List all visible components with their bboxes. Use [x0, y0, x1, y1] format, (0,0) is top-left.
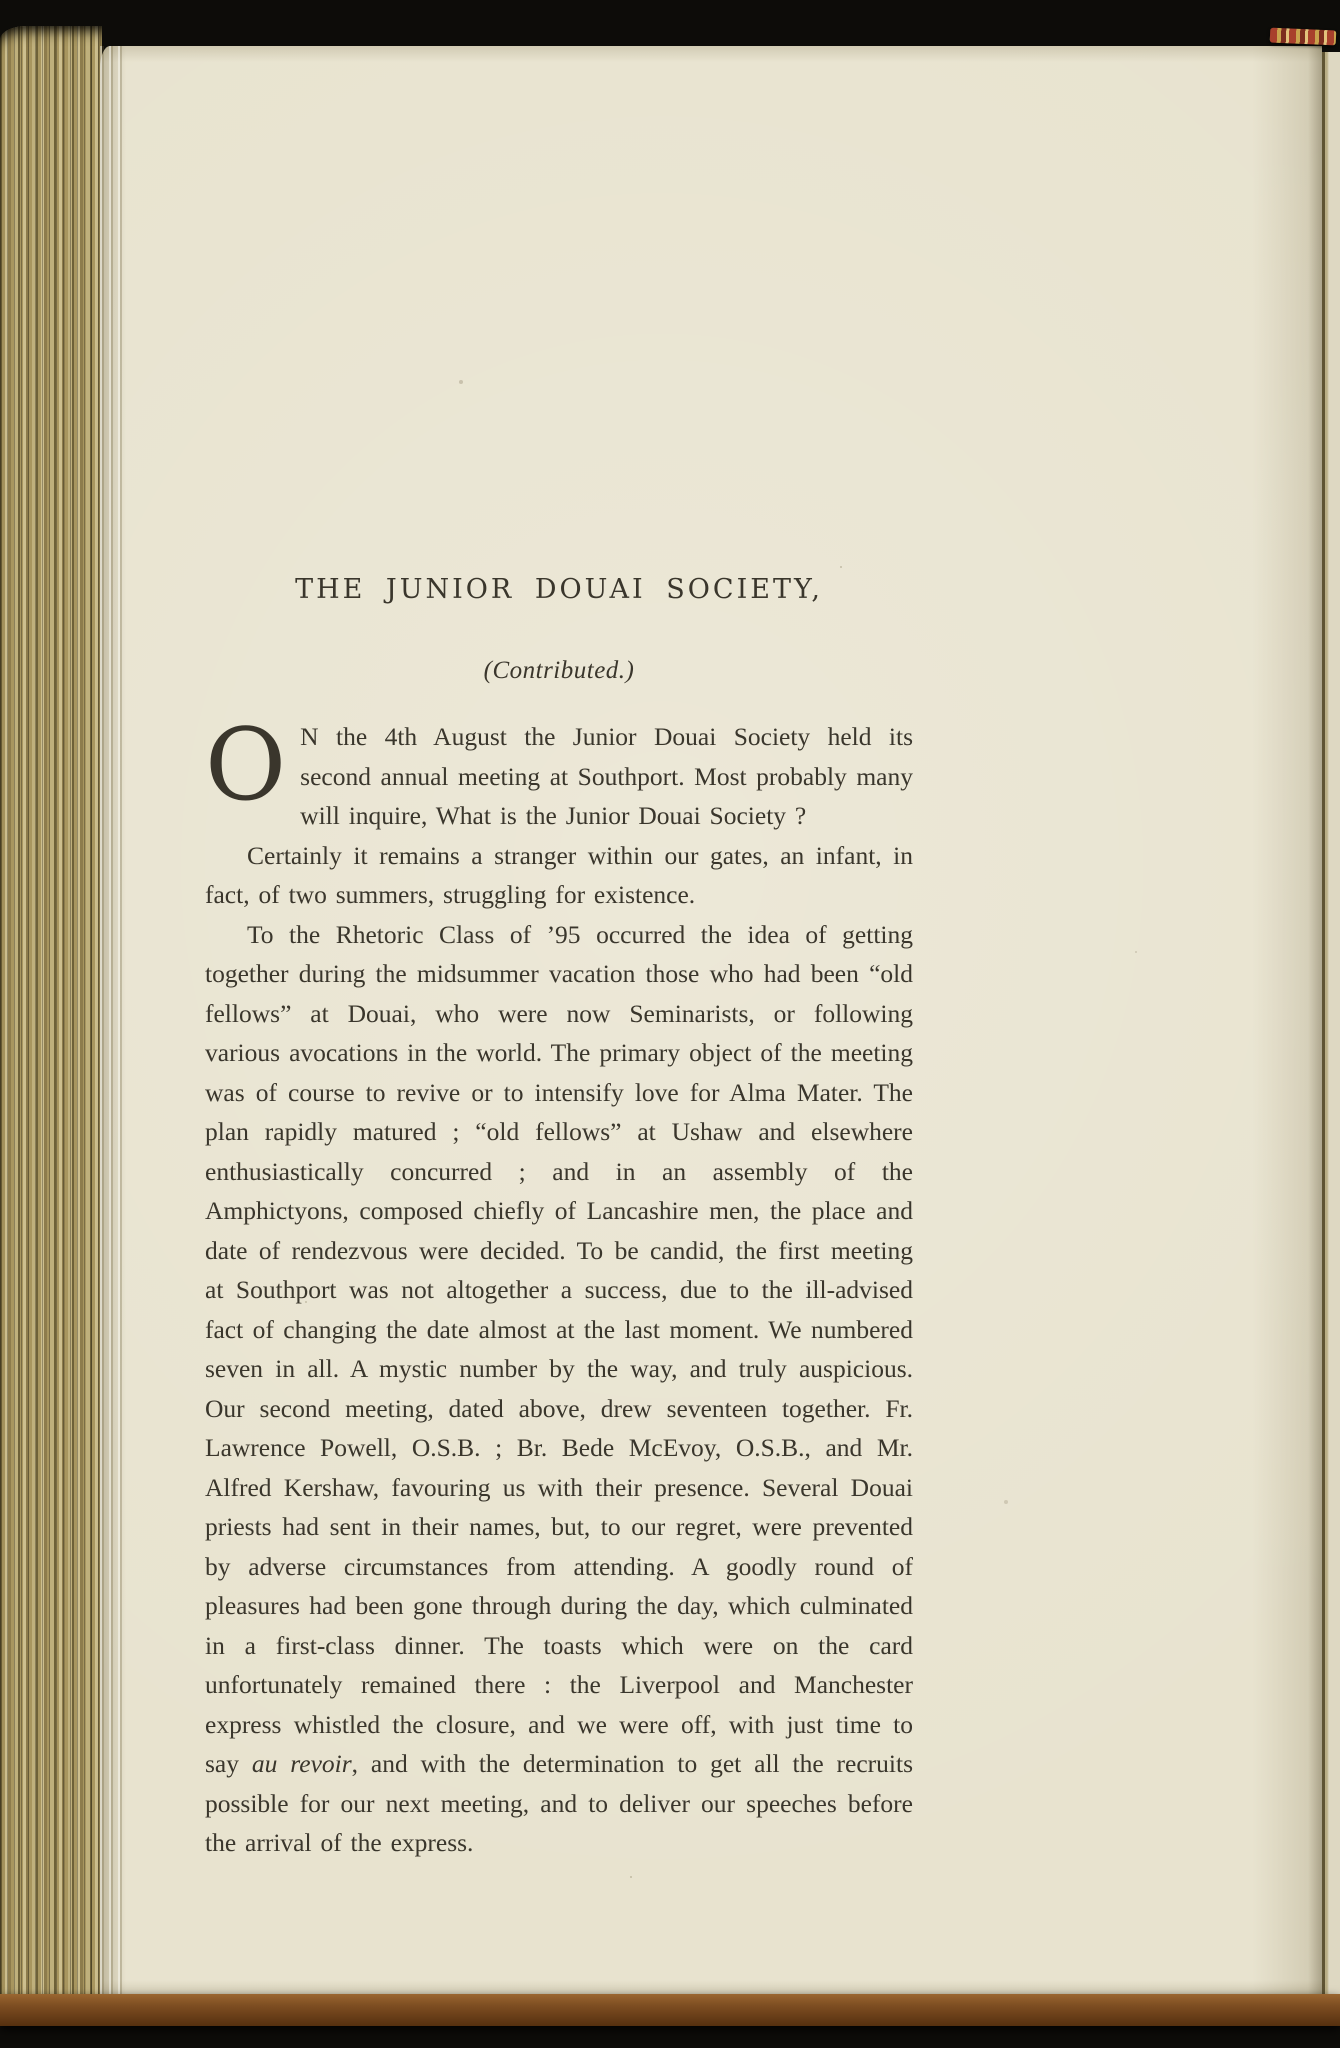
leaf-edges	[100, 46, 122, 1998]
page-content	[205, 574, 913, 1863]
contributed-subtitle: (Contributed.)	[483, 657, 635, 684]
paragraph-1-text: N the 4th August the Junior Douai Society held its second annual meeting at Southport. Most probably many will inquire, What is the Junior Douai Society ?	[300, 722, 913, 830]
article-body	[205, 708, 913, 1863]
book-fore-edge-pages	[0, 26, 102, 2010]
book-page	[100, 46, 1322, 1998]
paragraph-3-italic-phrase: au revoir	[251, 1749, 352, 1778]
drop-cap-letter: O	[205, 708, 287, 823]
paragraph-3-text-after: , and with the determination to get all the recruits possible for our next meeting, and to deliver our speeches before the arrival of the express.	[205, 1749, 913, 1857]
book-cover-edge	[0, 1994, 1340, 2026]
paragraph-2: Certainly it remains a stranger within our gates, an infant, in fact, of two summers, struggling for existence.	[205, 840, 913, 909]
paragraph-3	[205, 915, 913, 1863]
paragraph-3-text: To the Rhetoric Class of ’95 occurred the idea of getting together during the midsummer vacation those who had been “old fellows” at Douai, who were now Seminarists, or following various avocations in the world. The primary object of the meeting was of course to revive or to intensify love for Alma Mater. The plan rapidly matured ; “old fellows” at Ushaw and elsewhere enthusiastically concurred ; and in an assembly of the Amphictyons, composed chiefly of Lancashire men, the place and date of rendezvous were decided. To be candid, the first meeting at Southport was not altogether a success, due to the ill-advised fact of changing the date almost at the last moment. We numbered seven in all. A mystic number by the way, and truly auspicious. Our second meeting, dated above, drew seventeen together. Fr. Lawrence Powell, O.S.B. ; Br. Bede McEvoy, O.S.B., and Mr. Alfred Kershaw, favouring us with their presence. Several Douai priests had sent in their names, but, to our regret, were prevented by adverse circumstances from attending. A goodly round of pleasures had been gone through during the day, which culminated in a first-class dinner. The toasts which were on the card unfortunately remained there : the Liverpool and Manchester express whistled the closure, and we were off, with just time to say	[205, 919, 913, 1778]
paper-specks	[100, 46, 102, 48]
book-headband	[1270, 28, 1337, 46]
facing-page-sliver	[1322, 52, 1340, 1998]
paragraph-1	[205, 708, 913, 836]
page-title: THE JUNIOR DOUAI SOCIETY,	[295, 574, 823, 605]
